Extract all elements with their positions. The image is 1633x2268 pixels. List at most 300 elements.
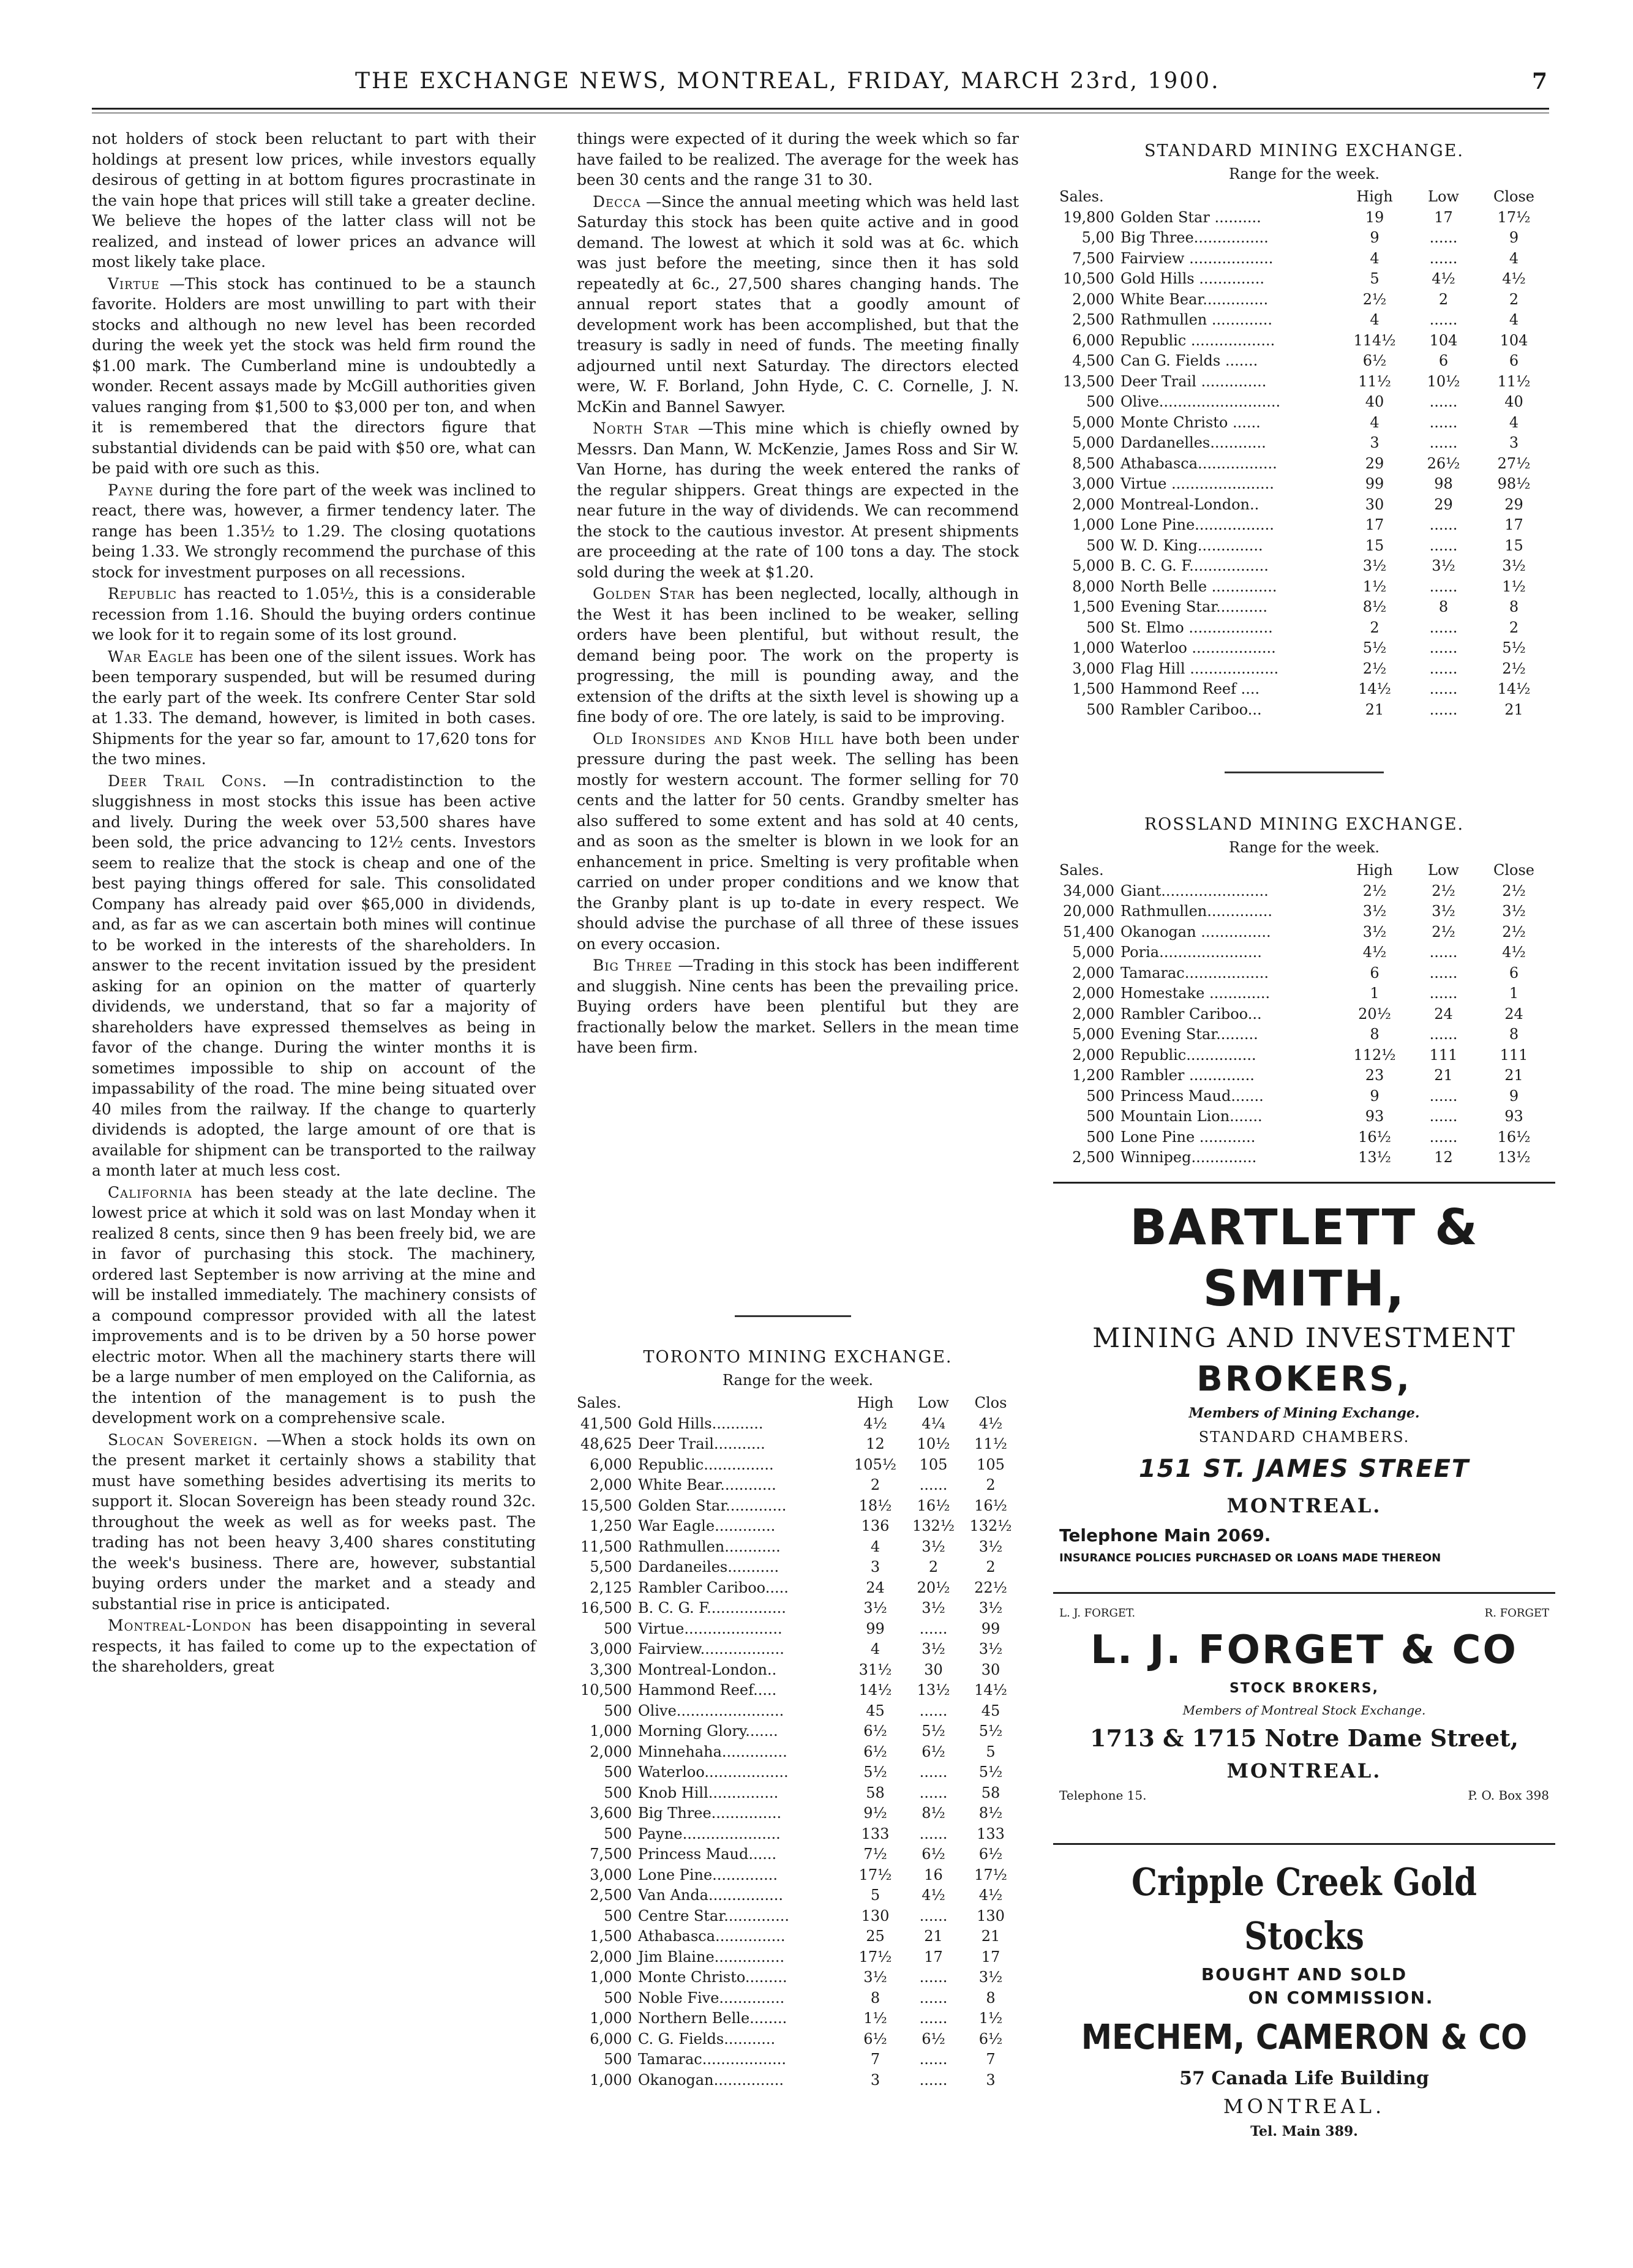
article-paragraph xyxy=(577,192,1019,418)
column-header: Close xyxy=(1493,862,1534,879)
low-cell: 6½ xyxy=(922,1743,945,1760)
ad-forget-right-name: R. FORGET xyxy=(1484,1607,1549,1620)
close-cell: 6½ xyxy=(978,2030,1003,2048)
toronto-exchange-table xyxy=(577,1347,1019,2090)
sales-cell: 500 xyxy=(604,1620,632,1637)
sales-cell: 4,500 xyxy=(1072,352,1114,369)
sales-cell: 8,000 xyxy=(1072,577,1114,595)
stock-name-cell: B. C. G. F................. xyxy=(638,1599,786,1617)
close-cell: 4½ xyxy=(978,1414,1003,1432)
paragraph-text: has reacted to 1.05½, this is a considerable recession from 1.16. Should the buying orders continue we look for it to regain some of its lost ground. xyxy=(92,585,536,644)
table-row xyxy=(1059,963,1549,984)
low-cell: ...... xyxy=(1429,1087,1458,1105)
close-cell: 3½ xyxy=(978,1640,1003,1658)
sales-cell: 1,000 xyxy=(1072,639,1114,656)
rossland-header-row xyxy=(1059,860,1549,881)
low-cell: ...... xyxy=(919,1763,948,1781)
low-cell: 8½ xyxy=(922,1804,945,1822)
section-divider xyxy=(735,1315,851,1317)
table-row xyxy=(577,1516,1019,1537)
ad-bartlett-line4: STANDARD CHAMBERS. xyxy=(1198,1429,1410,1446)
table-row xyxy=(577,1639,1019,1660)
table-row xyxy=(1059,249,1549,269)
ad-forget-partners xyxy=(1053,1604,1555,1623)
low-cell: 2½ xyxy=(1432,882,1455,899)
close-cell: 9 xyxy=(1509,229,1519,246)
stock-name-cell: Knob Hill............... xyxy=(638,1784,779,1801)
high-cell: 30 xyxy=(1365,495,1384,513)
table-row xyxy=(1059,700,1549,721)
stock-name-cell: Monte Christo ...... xyxy=(1121,413,1261,431)
close-cell: 5½ xyxy=(978,1722,1003,1740)
low-cell: 3½ xyxy=(1432,557,1455,574)
sales-cell: 500 xyxy=(1086,618,1114,636)
ad-divider xyxy=(1053,1592,1555,1594)
close-cell: 133 xyxy=(977,1825,1005,1842)
high-cell: 23 xyxy=(1365,1067,1384,1084)
close-cell: 4½ xyxy=(1502,270,1526,287)
column-header: Sales. xyxy=(577,1394,621,1411)
stock-name-cell: Evening Star........... xyxy=(1121,598,1268,615)
stock-name-cell: Rathmullen ............. xyxy=(1121,311,1273,328)
close-cell: 4 xyxy=(1509,249,1519,267)
close-cell: 17½ xyxy=(974,1866,1007,1883)
sales-cell: 2,125 xyxy=(590,1579,632,1596)
close-cell: 17½ xyxy=(1497,208,1531,226)
ad-bartlett-line7: Telephone Main 2069. xyxy=(1059,1525,1271,1545)
close-cell: 7 xyxy=(986,2051,996,2068)
page-number: 7 xyxy=(1531,69,1549,94)
column-header: Sales. xyxy=(1059,188,1104,205)
low-cell: 3½ xyxy=(922,1640,945,1658)
low-cell: 12 xyxy=(1434,1149,1453,1166)
sales-cell: 5,000 xyxy=(1072,944,1114,961)
close-cell: 58 xyxy=(981,1784,1000,1801)
close-cell: 8 xyxy=(1509,1026,1519,1043)
stock-name-cell: Lone Pine................. xyxy=(1121,516,1274,533)
table-row xyxy=(1059,1065,1549,1086)
table-row xyxy=(1059,638,1549,659)
ad-mechem-headline: Cripple Creek Gold Stocks xyxy=(1131,1860,1477,1958)
ad-forget-line3: 1713 & 1715 Notre Dame Street, xyxy=(1090,1724,1519,1752)
article-paragraph xyxy=(92,480,536,583)
high-cell: 2 xyxy=(1370,618,1380,636)
low-cell: ...... xyxy=(1429,639,1458,656)
close-cell: 11½ xyxy=(974,1435,1007,1452)
sales-cell: 3,000 xyxy=(1072,659,1114,677)
close-cell: 3 xyxy=(1509,434,1519,451)
stock-name-cell: Northern Belle........ xyxy=(638,2010,787,2027)
close-cell: 6 xyxy=(1509,352,1519,369)
table-row xyxy=(577,1906,1019,1927)
high-cell: 3½ xyxy=(863,1969,887,1986)
high-cell: 13½ xyxy=(1358,1149,1391,1166)
low-cell: ...... xyxy=(919,2051,948,2068)
table-row xyxy=(1059,942,1549,963)
paragraph-text: not holders of stock been reluctant to part with their holdings at present low prices, while investors equally desirous of getting in at bottom figures procrastinate in the vain hope that prices will still take a greater decline. We believe the hopes of the latter class will not be realized, and instead of lower prices an advance will most likely take place. xyxy=(92,130,536,271)
stock-name-cell: Gold Hills........... xyxy=(638,1414,764,1432)
close-cell: 14½ xyxy=(1497,680,1531,697)
rossland-exchange-title: ROSSLAND MINING EXCHANGE. xyxy=(1144,815,1465,834)
high-cell: 4 xyxy=(1370,311,1380,328)
sales-cell: 5,00 xyxy=(1081,229,1114,246)
low-cell: 3½ xyxy=(922,1599,945,1617)
high-cell: 17½ xyxy=(858,1866,892,1883)
paragraph-lead: Decca xyxy=(593,192,641,211)
paragraph-lead: California xyxy=(108,1183,192,1201)
low-cell: ...... xyxy=(1429,413,1458,431)
sales-cell: 6,000 xyxy=(590,2030,632,2048)
close-cell: 2½ xyxy=(1502,659,1526,677)
table-row xyxy=(1059,881,1549,902)
masthead-title: THE EXCHANGE NEWS, MONTREAL, FRIDAY, MARCH 23rd, 1900. xyxy=(355,69,1220,94)
paragraph-lead: Golden Star xyxy=(593,585,696,603)
high-cell: 9½ xyxy=(863,1804,887,1822)
close-cell: 4 xyxy=(1509,413,1519,431)
close-cell: 93 xyxy=(1504,1108,1523,1125)
low-cell: 16 xyxy=(924,1866,943,1883)
table-row xyxy=(1059,1106,1549,1127)
high-cell: 3½ xyxy=(1362,557,1387,574)
table-row xyxy=(577,2008,1019,2029)
stock-name-cell: White Bear............ xyxy=(638,1476,776,1493)
low-cell: 4½ xyxy=(922,1887,945,1904)
table-row xyxy=(577,1496,1019,1517)
high-cell: 21 xyxy=(1365,700,1384,718)
close-cell: 16½ xyxy=(1497,1128,1531,1146)
column-header: Close xyxy=(1493,188,1534,205)
sales-cell: 6,000 xyxy=(590,1455,632,1473)
paragraph-text: has been neglected, locally, although in the West it has been inclined to be weaker, selling orders have been plentiful, but without result, the demand being poor. The work on the property is progressing, the mill is pounding away, and the extension of the drifts at the sixth level is showing up a fine body of ore. The ore lately, is said to be improving. xyxy=(577,585,1019,726)
stock-name-cell: Big Three................ xyxy=(1121,229,1269,246)
article-paragraph xyxy=(577,418,1019,582)
sales-cell: 500 xyxy=(604,1763,632,1781)
table-row xyxy=(577,1824,1019,1845)
high-cell: 8 xyxy=(1370,1026,1380,1043)
high-cell: 18½ xyxy=(858,1496,892,1514)
sales-cell: 1,500 xyxy=(590,1928,632,1945)
ad-divider xyxy=(1053,1182,1555,1184)
close-cell: 30 xyxy=(981,1661,1000,1678)
ad-forget-left-name: L. J. FORGET. xyxy=(1059,1607,1136,1620)
low-cell: ...... xyxy=(919,1969,948,1986)
close-cell: 4 xyxy=(1509,311,1519,328)
stock-name-cell: Mountain Lion....... xyxy=(1121,1108,1263,1125)
close-cell: 2½ xyxy=(1502,923,1526,941)
low-cell: ...... xyxy=(919,1825,948,1842)
low-cell: 3½ xyxy=(1432,903,1455,920)
table-row xyxy=(1059,1045,1549,1066)
table-row xyxy=(1059,1127,1549,1148)
high-cell: 3 xyxy=(870,2071,880,2089)
article-paragraph xyxy=(92,584,536,645)
ad-forget xyxy=(1053,1604,1555,1805)
sales-cell: 6,000 xyxy=(1072,331,1114,349)
high-cell: 112½ xyxy=(1353,1046,1396,1064)
stock-name-cell: Athabasca................. xyxy=(1121,454,1277,472)
stock-name-cell: Waterloo.................. xyxy=(638,1763,789,1781)
high-cell: 1½ xyxy=(863,2010,887,2027)
table-row xyxy=(1059,310,1549,331)
close-cell: 4½ xyxy=(1502,944,1526,961)
high-cell: 8½ xyxy=(1362,598,1387,615)
low-cell: ...... xyxy=(919,1989,948,2007)
stock-name-cell: Republic .................. xyxy=(1121,331,1275,349)
sales-cell: 2,000 xyxy=(590,1476,632,1493)
table-row xyxy=(1059,577,1549,598)
column-header: Sales. xyxy=(1059,862,1104,879)
stock-name-cell: Flag Hill ................... xyxy=(1121,659,1279,677)
high-cell: 9 xyxy=(1370,1087,1380,1105)
stock-name-cell: Hammond Reef .... xyxy=(1121,680,1260,697)
sales-cell: 2,000 xyxy=(1072,290,1114,308)
low-cell: 16½ xyxy=(917,1496,950,1514)
high-cell: 16½ xyxy=(1358,1128,1391,1146)
toronto-exchange-title: TORONTO MINING EXCHANGE. xyxy=(643,1348,953,1367)
high-cell: 3½ xyxy=(863,1599,887,1617)
high-cell: 99 xyxy=(866,1620,885,1637)
stock-name-cell: Republic............... xyxy=(1121,1046,1256,1064)
low-cell: 104 xyxy=(1429,331,1458,349)
sales-cell: 41,500 xyxy=(580,1414,632,1432)
high-cell: 105½ xyxy=(854,1455,897,1473)
stock-name-cell: Jim Blaine............... xyxy=(638,1948,785,1966)
column-header: Low xyxy=(1428,188,1459,205)
sales-cell: 11,500 xyxy=(580,1538,632,1555)
close-cell: 132½ xyxy=(969,1517,1012,1534)
ad-mechem-line3: 57 Canada Life Building xyxy=(1179,2068,1429,2089)
ad-forget-line2: Members of Montreal Stock Exchange. xyxy=(1182,1703,1426,1718)
sales-cell: 13,500 xyxy=(1063,372,1114,390)
stock-name-cell: Big Three............... xyxy=(638,1804,782,1822)
masthead-rule xyxy=(92,108,1549,110)
stock-name-cell: Tamarac.................. xyxy=(1121,964,1269,982)
sales-cell: 2,000 xyxy=(1072,964,1114,982)
close-cell: 45 xyxy=(981,1702,1000,1719)
high-cell: 93 xyxy=(1365,1108,1384,1125)
stock-name-cell: Montreal-London.. xyxy=(1121,495,1259,513)
section-divider xyxy=(1225,772,1384,773)
table-row xyxy=(1059,495,1549,516)
high-cell: 58 xyxy=(866,1784,885,1801)
high-cell: 5½ xyxy=(1362,639,1387,656)
close-cell: 104 xyxy=(1500,331,1528,349)
low-cell: 111 xyxy=(1429,1046,1458,1064)
column-header: High xyxy=(857,1394,894,1411)
high-cell: 3½ xyxy=(1362,903,1387,920)
column-2-article xyxy=(577,129,1019,1059)
low-cell: 10½ xyxy=(917,1435,950,1452)
paragraph-text: have both been under pressure during the past week. The selling has been mostly for western account. The former selling for 70 cents and the latter for 50 cents. Grandby smelter has also suffered to some extent and has sold at 40 cents, and as soon as the smelter is blown in we look for an enhancement in price. Smelting is very profitable when carried on under proper conditions and we know that the Granby plant is up to-date in every respect. We should advise the purchase of all three of these issues on every occasion. xyxy=(577,729,1019,953)
table-row xyxy=(577,1865,1019,1886)
close-cell: 9 xyxy=(1509,1087,1519,1105)
low-cell: 3½ xyxy=(922,1538,945,1555)
sales-cell: 500 xyxy=(1086,536,1114,554)
close-cell: 6½ xyxy=(978,1846,1003,1863)
low-cell: 21 xyxy=(924,1928,943,1945)
low-cell: ...... xyxy=(1429,249,1458,267)
paragraph-lead: Montreal-London xyxy=(108,1617,252,1634)
low-cell: ...... xyxy=(1429,1128,1458,1146)
stock-name-cell: Golden Star .......... xyxy=(1121,208,1261,226)
table-row xyxy=(1059,392,1549,413)
sales-cell: 48,625 xyxy=(580,1435,632,1452)
sales-cell: 2,500 xyxy=(1072,1149,1114,1166)
table-row xyxy=(577,1885,1019,1906)
high-cell: 6½ xyxy=(863,1722,887,1740)
close-cell: 8 xyxy=(986,1989,996,2007)
ad-mechem-name: MECHEM, CAMERON & CO xyxy=(1081,2018,1528,2057)
low-cell: ...... xyxy=(1429,536,1458,554)
close-cell: 21 xyxy=(1504,700,1523,718)
paragraph-text: during the fore part of the week was inclined to react, there was, however, a firmer tendency later. The range has been 1.35½ to 1.29. The closing quotations being 1.33. We strongly recommend the purchase of this stock for investment purposes on all recessions. xyxy=(92,481,536,581)
close-cell: 29 xyxy=(1504,495,1523,513)
low-cell: ...... xyxy=(919,1476,948,1493)
sales-cell: 3,300 xyxy=(590,1661,632,1678)
table-row xyxy=(1059,1147,1549,1168)
close-cell: 27½ xyxy=(1497,454,1531,472)
stock-name-cell: Golden Star............. xyxy=(638,1496,787,1514)
sales-cell: 500 xyxy=(1086,1128,1114,1146)
stock-name-cell: Fairview.................. xyxy=(638,1640,784,1658)
paragraph-text: things were expected of it during the week which so far have failed to be realized. The average for the week has been 30 cents and the range 31 to 30. xyxy=(577,130,1019,189)
low-cell: 6 xyxy=(1438,352,1449,369)
article-paragraph xyxy=(92,274,536,479)
low-cell: ...... xyxy=(1429,1108,1458,1125)
low-cell: ...... xyxy=(1429,618,1458,636)
high-cell: 20½ xyxy=(1358,1005,1391,1023)
stock-name-cell: War Eagle............. xyxy=(638,1517,776,1534)
stock-name-cell: Olive....................... xyxy=(638,1702,784,1719)
low-cell: ...... xyxy=(1429,229,1458,246)
high-cell: 4 xyxy=(870,1538,880,1555)
high-cell: 11½ xyxy=(1358,372,1391,390)
column-1-article xyxy=(92,129,536,1678)
low-cell: 105 xyxy=(919,1455,948,1473)
close-cell: 1 xyxy=(1509,985,1519,1002)
table-row xyxy=(1059,413,1549,434)
high-cell: 14½ xyxy=(1358,680,1391,697)
paragraph-text: —This mine which is chiefly owned by Messrs. Dan Mann, W. McKenzie, James Ross and Sir W. Van Horne, has during the week entered the ranks of the regular shippers. Great things are expected in the near future in the way of dividends. We can recommend the stock to the cautious investor. At present shipments are proceeding at the rate of 100 tons a day. The stock sold during the week at $1.20. xyxy=(577,419,1019,581)
stock-name-cell: Dardanelles............ xyxy=(1121,434,1266,451)
ad-bartlett-line3: Members of Mining Exchange. xyxy=(1188,1405,1420,1421)
close-cell: 16½ xyxy=(974,1496,1007,1514)
sales-cell: 1,500 xyxy=(1072,598,1114,615)
toronto-range-label: Range for the week. xyxy=(722,1371,874,1389)
stock-name-cell: Homestake ............. xyxy=(1121,985,1271,1002)
table-row xyxy=(1059,983,1549,1004)
sales-cell: 500 xyxy=(1086,1087,1114,1105)
low-cell: 24 xyxy=(1434,1005,1453,1023)
stock-name-cell: Evening Star......... xyxy=(1121,1026,1258,1043)
high-cell: 6½ xyxy=(863,1743,887,1760)
paragraph-text: —When a stock holds its own on the present market it certainly shows a stability that must have something besides advertising its merits to support it. Slocan Sovereign has been steady round 32c. throughout the week as well as for weeks past. The trading has not been heavy 3,400 shares constituting the week's business. There are, however, substantial buying orders under the market and a steady and substantial rise in price is anticipated. xyxy=(92,1430,536,1613)
table-row xyxy=(577,1783,1019,1804)
table-row xyxy=(577,1680,1019,1701)
paragraph-text: has been one of the silent issues. Work has been temporary suspended, but will be resumed during the early part of the week. Its confrere Center Star sold at 1.33. The demand, however, is limited in both cases. Shipments for the year so far, amount to 17,620 tons for the two mines. xyxy=(92,647,536,768)
low-cell: ...... xyxy=(1429,434,1458,451)
low-cell: 26½ xyxy=(1427,454,1460,472)
high-cell: 31½ xyxy=(858,1661,892,1678)
table-row xyxy=(577,1660,1019,1681)
table-row xyxy=(1059,901,1549,922)
low-cell: ...... xyxy=(1429,393,1458,410)
low-cell: 5½ xyxy=(922,1722,945,1740)
close-cell: 3½ xyxy=(978,1599,1003,1617)
high-cell: 12 xyxy=(866,1435,885,1452)
sales-cell: 10,500 xyxy=(1063,270,1114,287)
ad-forget-po-box: P. O. Box 398 xyxy=(1468,1788,1549,1803)
table-row xyxy=(577,1967,1019,1988)
stock-name-cell: Republic............... xyxy=(638,1455,774,1473)
high-cell: 15 xyxy=(1365,536,1384,554)
ad-bartlett-line5: 151 ST. JAMES STREET xyxy=(1138,1455,1470,1483)
low-cell: ...... xyxy=(1429,964,1458,982)
low-cell: ...... xyxy=(919,1620,948,1637)
close-cell: 1½ xyxy=(1502,577,1526,595)
stock-name-cell: Centre Star.............. xyxy=(638,1907,790,1924)
stock-name-cell: Rambler Cariboo... xyxy=(1121,700,1262,718)
sales-cell: 5,000 xyxy=(1072,1026,1114,1043)
high-cell: 4½ xyxy=(863,1414,887,1432)
sales-cell: 10,500 xyxy=(580,1681,632,1699)
high-cell: 3½ xyxy=(1362,923,1387,941)
close-cell: 2 xyxy=(1509,618,1519,636)
sales-cell: 3,600 xyxy=(590,1804,632,1822)
stock-name-cell: Olive.......................... xyxy=(1121,393,1281,410)
table-row xyxy=(1059,556,1549,577)
sales-cell: 5,000 xyxy=(1072,557,1114,574)
close-cell: 130 xyxy=(977,1907,1005,1924)
stock-name-cell: Rathmullen.............. xyxy=(1121,903,1273,920)
table-row xyxy=(577,1455,1019,1476)
close-cell: 8½ xyxy=(978,1804,1003,1822)
low-cell: 20½ xyxy=(917,1579,950,1596)
stock-name-cell: Giant....................... xyxy=(1121,882,1269,899)
masthead xyxy=(92,69,1549,99)
stock-name-cell: Fairview .................. xyxy=(1121,249,1274,267)
standard-range-label: Range for the week. xyxy=(1228,165,1380,182)
high-cell: 17 xyxy=(1365,516,1384,533)
sales-cell: 500 xyxy=(1086,700,1114,718)
table-row xyxy=(1059,228,1549,249)
stock-name-cell: Rambler .............. xyxy=(1121,1067,1255,1084)
paragraph-lead: Big Three xyxy=(593,956,673,974)
sales-cell: 1,000 xyxy=(1072,516,1114,533)
low-cell: 8 xyxy=(1438,598,1449,615)
table-row xyxy=(577,1844,1019,1865)
table-row xyxy=(577,2070,1019,2091)
stock-name-cell: Athabasca............... xyxy=(638,1928,786,1945)
stock-name-cell: Can G. Fields ....... xyxy=(1121,352,1258,369)
high-cell: 5½ xyxy=(863,1763,887,1781)
article-paragraph xyxy=(92,647,536,770)
low-cell: ...... xyxy=(919,1784,948,1801)
high-cell: 14½ xyxy=(858,1681,892,1699)
stock-name-cell: White Bear.............. xyxy=(1121,290,1269,308)
high-cell: 4 xyxy=(1370,249,1380,267)
table-row xyxy=(1059,290,1549,310)
close-cell: 14½ xyxy=(974,1681,1007,1699)
article-paragraph xyxy=(577,584,1019,727)
stock-name-cell: St. Elmo .................. xyxy=(1121,618,1273,636)
sales-cell: 1,000 xyxy=(590,1969,632,1986)
close-cell: 5½ xyxy=(1502,639,1526,656)
rossland-range-label: Range for the week. xyxy=(1228,838,1380,856)
sales-cell: 500 xyxy=(604,2051,632,2068)
table-row xyxy=(1059,433,1549,454)
low-cell: 21 xyxy=(1434,1067,1453,1084)
